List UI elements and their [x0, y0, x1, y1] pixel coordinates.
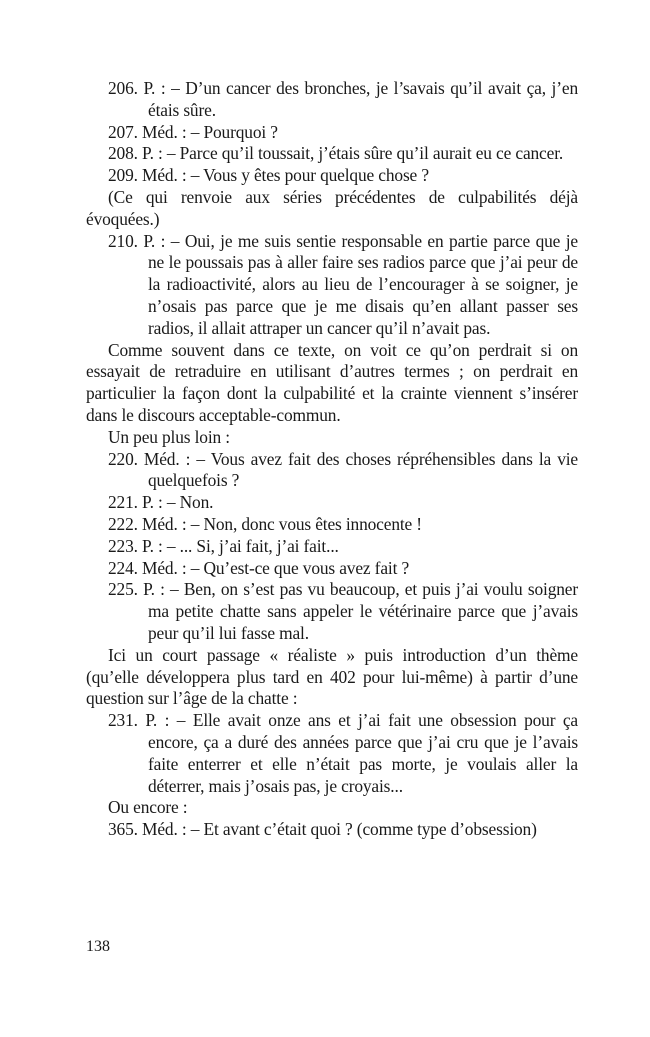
- dialogue-line: 207. Méd. : – Pourquoi ?: [108, 121, 278, 142]
- dialogue-line: 222. Méd. : – Non, donc vous êtes innocente !: [108, 513, 422, 534]
- commentary-paragraph: Ici un court passage « réaliste » puis introduction d’un thème (qu’elle développera plus tard en 402 pour lui-même) à partir d’une question sur l’âge de la chatte :: [86, 644, 578, 709]
- commentary-paragraph: (Ce qui renvoie aux séries précédentes de culpabilités déjà évoquées.): [86, 186, 578, 229]
- dialogue-line: 231. P. : – Elle avait onze ans et j’ai fait une obsession pour ça encore, ça a duré des années parce que j’ai cru que je l’avais faite enterrer et elle n’était pas morte, je voulais aller la déterrer, mais j’osais pas, je croyais...: [108, 710, 578, 796]
- page-number: 138: [86, 938, 110, 955]
- dialogue-line: 220. Méd. : – Vous avez fait des choses répréhensibles dans la vie quelquefois ?: [108, 448, 578, 491]
- transition-line: Ou encore :: [108, 797, 188, 818]
- dialogue-line: 221. P. : – Non.: [108, 492, 214, 513]
- commentary-paragraph: Comme souvent dans ce texte, on voit ce qu’on perdrait si on essayait de retraduire en utilisant d’autres termes ; on perdrait en particulier la façon dont la culpabilité et la crainte viennent s’insérer dans le discours acceptable-commun.: [86, 339, 578, 425]
- dialogue-line: 209. Méd. : – Vous y êtes pour quelque chose ?: [108, 165, 429, 186]
- dialogue-line: 224. Méd. : – Qu’est-ce que vous avez fait ?: [108, 557, 410, 578]
- dialogue-line: 225. P. : – Ben, on s’est pas vu beaucoup, et puis j’ai voulu soigner ma petite chatte sans appeler le vétérinaire parce que j’avais peur qu’il lui fasse mal.: [108, 579, 578, 643]
- dialogue-line: 365. Méd. : – Et avant c’était quoi ? (comme type d’obsession): [108, 819, 537, 840]
- dialogue-line: 223. P. : – ... Si, j’ai fait, j’ai fait...: [108, 535, 339, 556]
- dialogue-line: 208. P. : – Parce qu’il toussait, j’étais sûre qu’il aurait eu ce cancer.: [108, 143, 564, 164]
- dialogue-line: 206. P. : – D’un cancer des bronches, je l’savais qu’il avait ça, j’en étais sûre.: [108, 78, 578, 120]
- transition-line: Un peu plus loin :: [108, 426, 230, 447]
- page-text: [86, 78, 578, 841]
- dialogue-line: 210. P. : – Oui, je me suis sentie responsable en partie parce que je ne le poussais pas à aller faire ses radios parce que j’ai peur de la radioactivité, alors au lieu de l’encourager à se soigner, je n’osais pas parce que je me disais qu’en allant passer ses radios, il allait attraper un cancer qu’il n’avait pas.: [108, 230, 578, 338]
